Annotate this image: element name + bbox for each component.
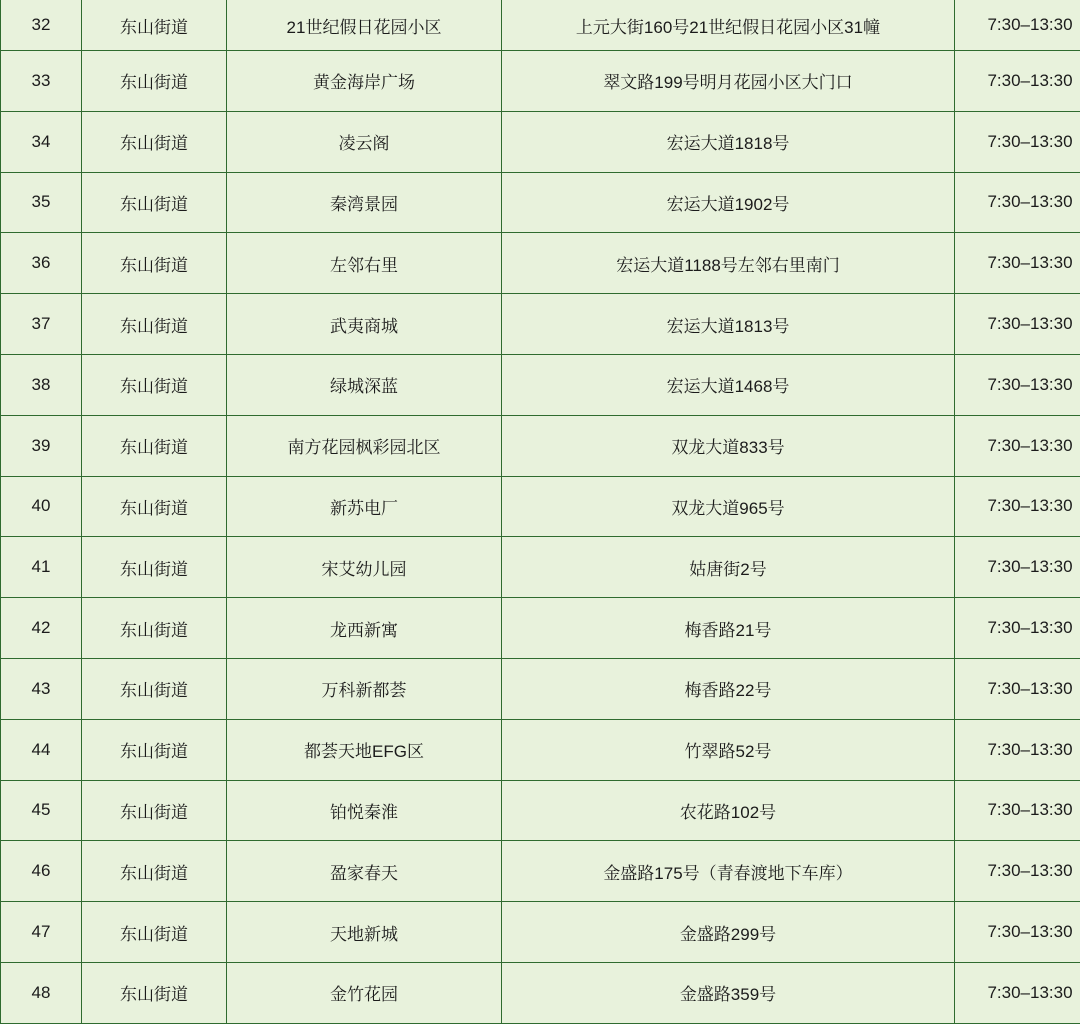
- row-street: 东山街道: [82, 719, 227, 780]
- row-street: 东山街道: [82, 294, 227, 355]
- row-time: 7:30–13:30: [955, 719, 1080, 780]
- row-street: 东山街道: [82, 172, 227, 233]
- row-site-name: 金竹花园: [227, 962, 502, 1023]
- table-row: [1, 111, 1080, 172]
- row-site-name: 武夷商城: [227, 294, 502, 355]
- row-street: 东山街道: [82, 780, 227, 841]
- row-index: 36: [1, 233, 82, 294]
- row-address: 姑唐街2号: [502, 537, 955, 598]
- row-street: 东山街道: [82, 841, 227, 902]
- row-index: 34: [1, 111, 82, 172]
- table-row: [1, 719, 1080, 780]
- row-site-name: 新苏电厂: [227, 476, 502, 537]
- row-time: 7:30–13:30: [955, 598, 1080, 659]
- row-site-name: 宋艾幼儿园: [227, 537, 502, 598]
- row-address: 金盛路359号: [502, 962, 955, 1023]
- row-address: 梅香路21号: [502, 598, 955, 659]
- row-site-name: 铂悦秦淮: [227, 780, 502, 841]
- row-index: 35: [1, 172, 82, 233]
- row-time: 7:30–13:30: [955, 172, 1080, 233]
- row-index: 33: [1, 51, 82, 112]
- row-street: 东山街道: [82, 962, 227, 1023]
- row-index: 37: [1, 294, 82, 355]
- table-row: [1, 51, 1080, 112]
- table-row: [1, 0, 1080, 51]
- row-time: 7:30–13:30: [955, 902, 1080, 963]
- row-address: 竹翠路52号: [502, 719, 955, 780]
- row-time: 7:30–13:30: [955, 233, 1080, 294]
- table-row: [1, 233, 1080, 294]
- row-index: 40: [1, 476, 82, 537]
- row-time: 7:30–13:30: [955, 780, 1080, 841]
- row-index: 43: [1, 658, 82, 719]
- row-street: 东山街道: [82, 598, 227, 659]
- row-address: 梅香路22号: [502, 658, 955, 719]
- row-address: 翠文路199号明月花园小区大门口: [502, 51, 955, 112]
- row-time: 7:30–13:30: [955, 0, 1080, 51]
- row-time: 7:30–13:30: [955, 415, 1080, 476]
- row-site-name: 凌云阁: [227, 111, 502, 172]
- row-street: 东山街道: [82, 111, 227, 172]
- row-street: 东山街道: [82, 902, 227, 963]
- row-time: 7:30–13:30: [955, 294, 1080, 355]
- row-address: 宏运大道1813号: [502, 294, 955, 355]
- row-time: 7:30–13:30: [955, 841, 1080, 902]
- table-row: [1, 902, 1080, 963]
- row-time: 7:30–13:30: [955, 537, 1080, 598]
- row-site-name: 都荟天地EFG区: [227, 719, 502, 780]
- row-site-name: 盈家春天: [227, 841, 502, 902]
- row-street: 东山街道: [82, 537, 227, 598]
- row-time: 7:30–13:30: [955, 51, 1080, 112]
- row-street: 东山街道: [82, 415, 227, 476]
- row-address: 农花路102号: [502, 780, 955, 841]
- row-address: 双龙大道965号: [502, 476, 955, 537]
- table-row: [1, 658, 1080, 719]
- row-address: 双龙大道833号: [502, 415, 955, 476]
- row-address: 宏运大道1468号: [502, 354, 955, 415]
- row-index: 39: [1, 415, 82, 476]
- row-site-name: 天地新城: [227, 902, 502, 963]
- row-time: 7:30–13:30: [955, 658, 1080, 719]
- row-site-name: 南方花园枫彩园北区: [227, 415, 502, 476]
- row-street: 东山街道: [82, 476, 227, 537]
- row-address: 宏运大道1902号: [502, 172, 955, 233]
- row-index: 48: [1, 962, 82, 1023]
- row-site-name: 黄金海岸广场: [227, 51, 502, 112]
- row-street: 东山街道: [82, 0, 227, 51]
- row-time: 7:30–13:30: [955, 476, 1080, 537]
- table-row: [1, 415, 1080, 476]
- row-street: 东山街道: [82, 51, 227, 112]
- row-street: 东山街道: [82, 658, 227, 719]
- row-index: 41: [1, 537, 82, 598]
- table-row: [1, 537, 1080, 598]
- table-row: [1, 780, 1080, 841]
- row-index: 32: [1, 0, 82, 51]
- table-row: [1, 172, 1080, 233]
- table-row: [1, 962, 1080, 1023]
- row-time: 7:30–13:30: [955, 962, 1080, 1023]
- row-site-name: 21世纪假日花园小区: [227, 0, 502, 51]
- row-site-name: 万科新都荟: [227, 658, 502, 719]
- row-street: 东山街道: [82, 233, 227, 294]
- table-body: [1, 0, 1080, 1023]
- row-index: 38: [1, 354, 82, 415]
- row-index: 44: [1, 719, 82, 780]
- row-index: 46: [1, 841, 82, 902]
- row-index: 45: [1, 780, 82, 841]
- row-street: 东山街道: [82, 354, 227, 415]
- table-row: [1, 841, 1080, 902]
- row-address: 宏运大道1188号左邻右里南门: [502, 233, 955, 294]
- row-index: 47: [1, 902, 82, 963]
- row-site-name: 龙西新寓: [227, 598, 502, 659]
- row-site-name: 绿城深蓝: [227, 354, 502, 415]
- row-address: 宏运大道1818号: [502, 111, 955, 172]
- table-row: [1, 354, 1080, 415]
- table-row: [1, 294, 1080, 355]
- row-address: 金盛路299号: [502, 902, 955, 963]
- table-row: [1, 476, 1080, 537]
- row-address: 上元大街160号21世纪假日花园小区31幢: [502, 0, 955, 51]
- table-row: [1, 598, 1080, 659]
- row-index: 42: [1, 598, 82, 659]
- row-time: 7:30–13:30: [955, 354, 1080, 415]
- row-address: 金盛路175号（青春渡地下车库）: [502, 841, 955, 902]
- row-site-name: 秦湾景园: [227, 172, 502, 233]
- row-time: 7:30–13:30: [955, 111, 1080, 172]
- row-site-name: 左邻右里: [227, 233, 502, 294]
